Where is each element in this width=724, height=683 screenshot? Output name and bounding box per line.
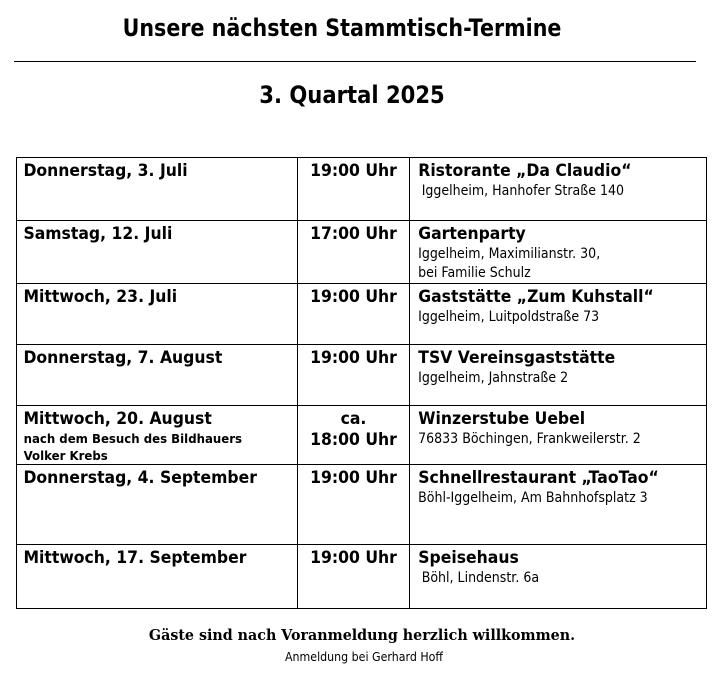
venue-cell: [410, 465, 707, 545]
event-time: 17:00 Uhr: [310, 224, 397, 244]
time-cell: [298, 221, 410, 284]
event-note-line2: Volker Krebs: [23, 448, 108, 463]
event-time: 19:00 Uhr: [310, 548, 397, 568]
event-date: Samstag, 12. Juli: [23, 224, 173, 244]
venue-cell: [410, 221, 707, 284]
table-row: [17, 158, 707, 221]
table-row: [17, 284, 707, 345]
registration-note: Anmeldung bei Gerhard Hoff: [284, 650, 444, 664]
event-venue: Winzerstube Uebel: [418, 409, 586, 429]
venue-cell: [410, 345, 707, 406]
date-cell: [17, 545, 298, 609]
event-date: Mittwoch, 20. August: [23, 409, 212, 429]
event-date: Donnerstag, 3. Juli: [23, 161, 188, 181]
page-title: Unsere nächsten Stammtisch-Termine: [122, 14, 562, 42]
event-venue: Gaststätte „Zum Kuhstall“: [418, 287, 654, 307]
event-venue: Speisehaus: [418, 548, 519, 568]
event-venue: TSV Vereinsgaststätte: [418, 348, 616, 368]
event-date: Donnerstag, 4. September: [23, 468, 257, 488]
time-cell: [298, 465, 410, 545]
table-row: [17, 221, 707, 284]
table-row: [17, 545, 707, 609]
event-address: 76833 Böchingen, Frankweilerstr. 2: [418, 431, 641, 447]
date-cell: [17, 158, 298, 221]
date-cell: [17, 465, 298, 545]
date-cell: [17, 221, 298, 284]
venue-cell: [410, 158, 707, 221]
event-time: 19:00 Uhr: [310, 287, 397, 307]
table-row: [17, 406, 707, 465]
event-venue: Gartenparty: [418, 224, 526, 244]
event-venue: Ristorante „Da Claudio“: [418, 161, 632, 181]
event-date: Mittwoch, 17. September: [23, 548, 247, 568]
event-time: 19:00 Uhr: [310, 161, 397, 181]
event-address: Iggelheim, Luitpoldstraße 73: [418, 309, 600, 325]
events-table: [16, 157, 707, 609]
event-venue: Schnellrestaurant „TaoTao“: [418, 468, 659, 488]
event-note: nach dem Besuch des Bildhauers: [23, 431, 243, 446]
quarter-heading: 3. Quartal 2025: [259, 81, 445, 109]
time-cell: [298, 345, 410, 406]
event-address: Böhl-Iggelheim, Am Bahnhofsplatz 3: [418, 490, 648, 506]
event-address: Böhl, Lindenstr. 6a: [421, 570, 540, 586]
date-cell: [17, 345, 298, 406]
time-cell: [298, 406, 410, 465]
venue-cell: [410, 545, 707, 609]
time-cell: [298, 158, 410, 221]
time-cell: [298, 545, 410, 609]
venue-cell: [410, 284, 707, 345]
date-cell: [17, 406, 298, 465]
table-row: [17, 465, 707, 545]
event-time: 19:00 Uhr: [310, 348, 397, 368]
welcome-note: Gäste sind nach Voranmeldung herzlich willkommen.: [148, 626, 576, 644]
event-time-prefix: ca.: [340, 409, 367, 429]
title-divider: [14, 61, 696, 62]
time-cell: [298, 284, 410, 345]
event-address: Iggelheim, Maximilianstr. 30,: [418, 246, 601, 262]
event-address: Iggelheim, Jahnstraße 2: [418, 370, 569, 386]
event-address-line2: bei Familie Schulz: [418, 265, 531, 281]
event-address: Iggelheim, Hanhofer Straße 140: [421, 183, 625, 199]
date-cell: [17, 284, 298, 345]
event-date: Donnerstag, 7. August: [23, 348, 223, 368]
event-time: 18:00 Uhr: [310, 430, 397, 450]
venue-cell: [410, 406, 707, 465]
event-time: 19:00 Uhr: [310, 468, 397, 488]
event-date: Mittwoch, 23. Juli: [23, 287, 178, 307]
table-row: [17, 345, 707, 406]
